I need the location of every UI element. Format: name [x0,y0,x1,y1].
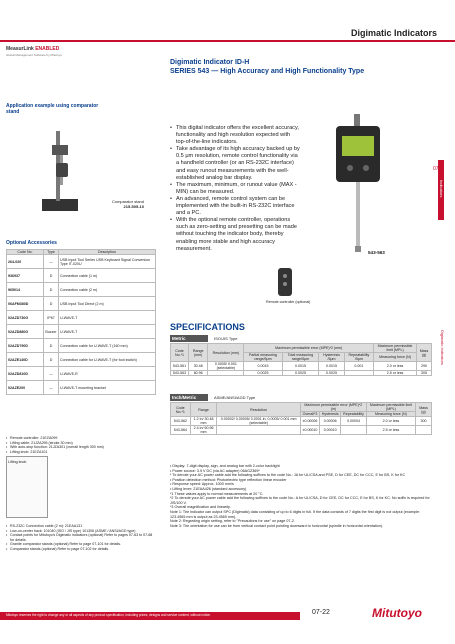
column-group-header: Maximum permissible limit (MPL) [374,344,417,353]
type-cell: — [44,255,59,269]
remote-caption: Remote controller (optional) [266,300,311,304]
description-cell: U-WAVE-T mounting bracket [59,381,156,395]
type-cell: Buzzer [44,325,59,339]
type-cell: D [44,269,59,283]
column-header: Code No.*1 [171,403,191,417]
metric-bar [170,335,432,342]
metric-spec-table [170,343,432,376]
code-cell: 936937 [7,269,44,283]
code-cell: 02AZD790D [7,339,44,353]
application-heading-line1: Application example using comparator [6,103,99,109]
stand-caption-line1: Comparator stand [111,199,144,204]
column-header: Resolution (mm) [208,344,244,362]
header-rule [0,40,455,42]
table-row [171,417,432,426]
table-row [7,255,156,269]
column-header: Repeatability /5μm [344,353,373,362]
footnote-line: Note 1: The indicator can output SPC (Digimatic) data consisting of up to 6 digits in full. If the data consists of 7 digits the first digit is not output (example: 123.4565 mm is output as 23.4565 mm). [170,509,420,519]
table-row [7,297,156,311]
inch-standard: ASME/ANSI/AGD Type [214,395,256,400]
column-header: Total measuring range/5μm [282,353,319,362]
metric-standard: ISO/JIS Type [214,336,238,341]
column-header: Measuring force (N) [366,412,415,417]
spec-cell: 0.00010 [320,426,341,435]
note-item: • Lifting knob: 21EZA101 [6,450,156,455]
side-tab-number: 07 [433,166,439,172]
code-cell: 02AZD730G [7,311,44,325]
table-row [171,362,432,371]
application-heading-line2: stand [6,109,20,115]
description-cell: U-WAVE-R [59,367,156,381]
column-header: Mass (g) [416,344,431,362]
description-cell: Connection cable for U-WAVE-T (160 mm) [59,339,156,353]
spec-cell: ±0.00006 [300,417,319,426]
feature-item: • Take advantage of its high accuracy backed up by 0.5 μm resolution, remote control functionality via a handheld controller (or an RS-232C interface) and easy runout measurements with the well-established analog bar display. [170,146,300,181]
column-header: Range (mm) [188,344,207,362]
note-item: • Granite comparator stands (optional) Refer to page 07-101 for details. [6,542,156,547]
logo-badge: ENABLED [35,46,60,52]
code-cell: 264-020 [7,255,44,269]
footnote-line: Note 2: Regarding origin setting, refer to "Precautions for use" on page 07-2. [170,519,295,524]
note-item: • Contact points for Mitutoyo's Digimatic indicators (optional) Refer to pages 07-63 to 07-68 for details. [6,533,156,542]
spec-cell: 1.2 in/ 30.48 mm [190,417,217,426]
connection-notes [6,524,156,551]
note-item: • Remote controller: 21EZA099 [6,436,156,441]
table-row [7,381,156,395]
note-item: • RS-232C Connection cable (2 m): 21EAA131 [6,524,156,529]
description-cell: Connection cable (2 m) [59,283,156,297]
footnote-line: Note 3: The orientation for use can be from vertical contact point pointing downward to horizontal (spindle in horizontal orientation). [170,523,384,528]
code-cell: 02AZD880G [7,325,44,339]
inch-spec-body [171,417,432,435]
column-header: Mass (g) [416,403,432,417]
footnote-line: • Power source: 3.9 V DC (via AC adapter) 06AGZ369* [170,468,260,473]
optional-accessories-body [7,255,156,395]
footnote-line: * To denote your AC power cable add the following suffixes to the code No.: JA for UL/CSA and PSE, D for CEE, DC for CCC, E for BS, K for KC [170,473,406,478]
description-cell: USB Input Tool Direct (2 m) [59,297,156,311]
feature-item: • With the optional remote controller, operations such as zero-setting and presetting can be made without touching the indicator body, thereby enabling more stable and high accuracy measurement. [170,217,300,252]
spec-cell: 0.0025 [319,371,344,376]
column-header: Partial measuring range/5μm [244,353,282,362]
spec-cell: 543-562 [171,417,191,426]
type-cell: D [44,353,59,367]
footer-disclaimer: Mitutoyo reserves the right to change any or all aspects of any product specification, including prices, designs and service content, without notice. [6,613,211,617]
feature-item: • This digital indicator offers the excellent accuracy, functionality and high resolution expected with top-of-the-line indicators. [170,125,300,146]
page-header [0,0,455,40]
footnote-line: *3 Overall magnification and linearity. [170,505,231,510]
spec-cell: 60.96 [188,371,207,376]
column-header: Code No.*1 [171,344,189,362]
table-row [7,283,156,297]
table-row [171,371,432,376]
note-item: • With auto-stop function: 21JZA301 (overall length 300 mm) [6,445,156,450]
table-row [7,367,156,381]
spec-cell: 30.48 [188,362,207,371]
spec-cell: ±0.00010 [300,426,319,435]
table-header-row [171,344,432,353]
code-cell: 02AZE200 [7,381,44,395]
application-heading [6,103,98,115]
code-cell: 965014 [7,283,44,297]
column-header: Overall*3 [300,412,319,417]
device-label: 543-563 [368,250,385,255]
spec-cell: 2.4 in/ 60.96 mm [190,426,217,435]
code-cell: 02AZD810D [7,367,44,381]
spec-cell [217,426,300,435]
column-group-header: Maximum permissible limit (MPL) [366,403,415,412]
spec-cell: 0.0015 [282,362,319,371]
product-title [170,58,364,76]
description-cell: U-WAVE-T [59,325,156,339]
metric-spec-body [171,362,432,376]
spec-cell: 543-564 [171,426,191,435]
spec-cell: 0.001 [344,362,373,371]
description-cell: Connection cable (1 m) [59,269,156,283]
spec-cell: 0.0025 [282,371,319,376]
stand-caption-line2: 215-505-10 [123,204,144,209]
note-item: • Low-on-center back: 101040 (ISO / JIS type) 101306 (ASME / ANSI/AGD type) [6,529,156,534]
page-footer [0,606,455,644]
feature-item: • The maximum, minimum, or runout value (MAX - MIN) can be measured. [170,182,300,196]
footnote-line: *1 These values apply to normal measurements at 20 °C. [170,491,264,496]
product-title-line1: Digimatic Indicator ID-H [170,59,250,66]
table-header-row [171,403,432,412]
remote-controller-image [270,264,300,302]
feature-list [170,125,300,253]
spec-cell: 0.0015 [319,362,344,371]
column-group-header: Maximum permissible error (MPE)*2 (in) [300,403,366,412]
spec-cell: 0.0015 [244,362,282,371]
optional-accessories-table [6,249,156,395]
logo-tagline: Global Management Software by Mitutoyo [6,53,62,57]
table-row [7,353,156,367]
optional-accessories-heading: Optional Accessories [6,240,57,246]
footnote-line: • Position detection method: Photoelectric type reflection linear encoder [170,477,287,482]
type-cell: — [44,367,59,381]
spec-cell: 300 [416,417,432,426]
measurlink-logo [6,46,59,52]
column-header: Range [190,403,217,417]
footnote-line: • Response speed: Approx. 1000 mm/s [170,482,234,487]
product-title-line2: SERIES 543 — High Accuracy and High Functionality Type [170,68,365,75]
accessory-notes [6,436,156,454]
description-cell: Connection cable for U-WAVE-T (for foot switch) [59,353,156,367]
note-item: • Lifting cable: 21JZA295 (stroke 30 mm) [6,441,156,446]
feature-item: • An advanced, remote control system can be implemented with the built-in RS-232C interface and a PC. [170,196,300,217]
spec-cell: 2.5 or less [366,426,415,435]
spec-cell: 2.5 or less [374,371,417,376]
spec-cell: 2.0 or less [366,417,415,426]
table-row [7,339,156,353]
description-cell: USB Input Tool Series USB Keyboard Signal Conversion Type IT-020U [59,255,156,269]
column-header: Type [44,250,59,255]
column-header: Measuring force (N) [374,353,417,362]
side-tab-label2: Digimatic Indicators [440,330,445,365]
lifting-knob-image [6,456,48,518]
spec-cell: 0.00002/ 0.00005/ 0.0001 in, 0.0005/ 0.001 mm (selectable) [217,417,300,426]
type-cell: D [44,297,59,311]
table-row [7,269,156,283]
side-tab-label: Indicators [439,180,444,198]
spec-cell: 0.0025 [244,371,282,376]
spec-cell: 290 [416,362,431,371]
column-header: Resolution [217,403,300,417]
column-group-header: Maximum permissible error (MPE)*2 (mm) [244,344,374,353]
table-row [7,311,156,325]
spec-cell: 543-563 [171,371,189,376]
inch-bar [170,394,432,401]
spec-cell [341,426,367,435]
spec-cell: 0.00004 [341,417,367,426]
spec-footnotes [170,464,432,528]
note-item: • Comparator stands (optional) Refer to page 07-102 for details. [6,547,156,552]
logo-main: MeasurLink [6,46,34,52]
footnote-line: *2 To denote your AC power cable add the following suffixes to the code No.: A for UL/CSA, D for CEE, DC for CCC, E for BS, K for KC. No suffix is required for JIS/100 V. [170,496,430,505]
column-header: Repeatability [341,412,367,417]
spec-cell: 543-561 [171,362,189,371]
stand-caption [92,199,144,209]
table-row [7,325,156,339]
spec-cell [416,426,432,435]
spec-cell: 0.0005/ 0.001 (selectable) [208,362,244,371]
type-cell: IP67 [44,311,59,325]
metric-label: Metric [170,335,208,342]
comparator-stand-image [30,125,90,213]
column-header: Code No. [7,250,44,255]
type-cell: D [44,283,59,297]
spec-cell: 305 [416,371,431,376]
footnote-line: • Lifting lever: 21EAA426 (standard accessory) [170,486,247,491]
inch-spec-table [170,402,432,435]
spec-cell: 0.00006 [320,417,341,426]
specifications-heading: SPECIFICATIONS [170,322,245,332]
table-row [171,426,432,435]
inch-label: Inch/Metric [170,394,208,401]
mitutoyo-logo: Mitutoyo [372,606,422,620]
type-cell: D [44,339,59,353]
column-header: Hysteresis [320,412,341,417]
description-cell: U-WAVE-T [59,311,156,325]
spec-cell [344,371,373,376]
section-title: Digimatic Indicators [350,28,437,38]
page-number: 07-22 [312,609,330,616]
type-cell: — [44,381,59,395]
code-cell: 06AFM380D [7,297,44,311]
lifting-knob-label: Lifting knob [8,460,27,464]
column-header: Description [59,250,156,255]
spec-cell: 2.0 or less [374,362,417,371]
footnote-line: • Display: 7-digit display, sign, and analog bar with 2-color backlight [170,464,280,468]
spec-cell [208,371,244,376]
indicator-device-image [318,114,398,254]
column-header: Hysteresis /5μm [319,353,344,362]
code-cell: 02AZE140D [7,353,44,367]
